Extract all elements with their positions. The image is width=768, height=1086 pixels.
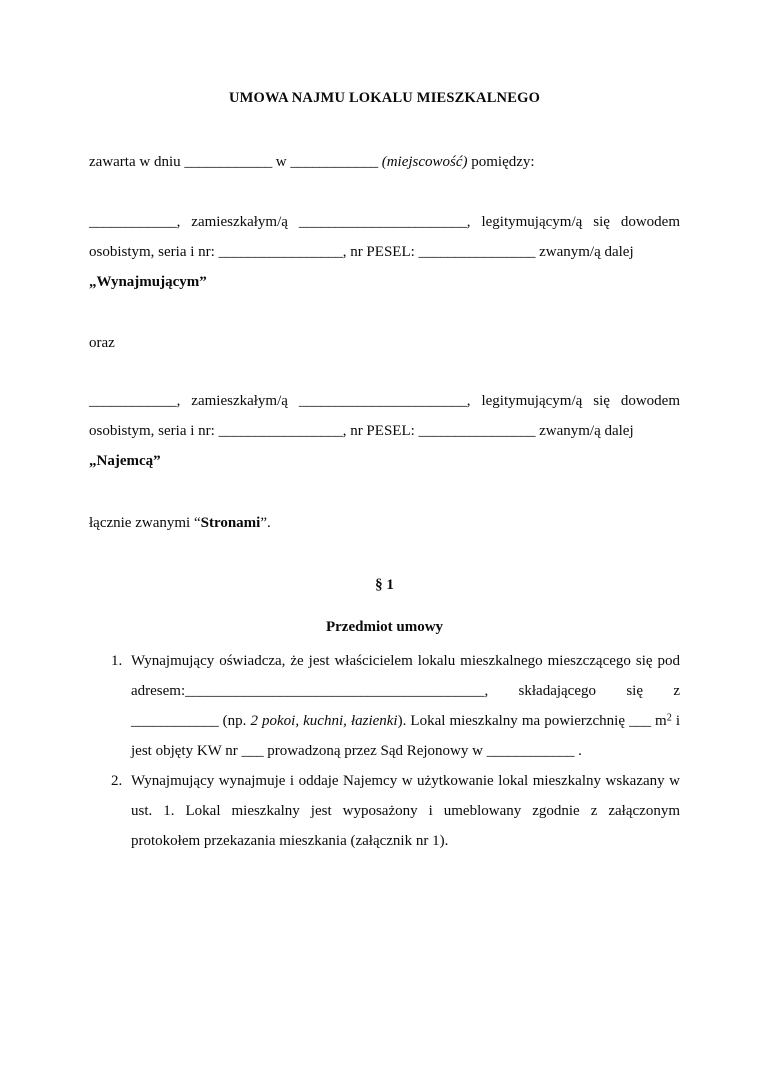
landlord-id-number-blank: _________________ (218, 244, 343, 260)
spacer (89, 476, 680, 508)
conjunction-oraz: oraz (89, 335, 115, 351)
tenant-id-number-blank: _________________ (218, 423, 343, 439)
spacer (89, 107, 680, 147)
intro-prefix: zawarta w dniu (89, 154, 185, 170)
intro-suffix: pomiędzy: (467, 154, 535, 170)
clause-1-area-blank: ___ (629, 713, 651, 729)
spacer (89, 358, 680, 386)
tenant-called-text: zwanym/ą dalej (535, 423, 634, 439)
spacer (89, 638, 680, 646)
landlord-details-paragraph (89, 207, 680, 267)
landlord-term: „Wynajmującym” (89, 274, 207, 290)
jointly-term: Stronami (200, 515, 261, 531)
landlord-pesel-blank: ________________ (418, 244, 536, 260)
clause-item (89, 646, 680, 766)
clause-item (89, 766, 680, 856)
clause-1-part-e: m (650, 713, 667, 729)
tenant-pesel-text: , nr PESEL: (342, 423, 419, 439)
landlord-pesel-text: , nr PESEL: (342, 244, 419, 260)
clause-2-text: Wynajmujący wynajmuje i oddaje Najemcy w użytkowanie lokal mieszkalny wskazany w ust. 1. Lokal mieszkalny jest wyposażony i umeblowany zgodnie z załączonym protokołem przekazania mieszkania (załącznik nr 1). (131, 773, 680, 849)
spacer (89, 538, 680, 574)
section-heading: Przedmiot umowy (325, 619, 444, 635)
intro-mid: w (272, 154, 291, 170)
landlord-residing-text: , zamieszkałym/ą (176, 214, 299, 230)
spacer (89, 177, 680, 207)
landlord-address-blank: _______________________ (298, 214, 467, 230)
clause-1-rooms-blank: ____________ (131, 713, 219, 729)
document-body (89, 0, 680, 856)
clause-1-part-h: . (574, 743, 582, 759)
tenant-id-text: , legitymującym/ą się dowodem osobistym, seria i nr: (89, 393, 680, 439)
clause-1-part-g: prowadzoną przez Sąd Rejonowy w (263, 743, 487, 759)
clause-1-part-a: Wynajmujący oświadcza, że jest właścicielem lokalu mieszkalnego mieszczącego się pod adresem: (131, 653, 680, 699)
clause-1-part-f: i jest objęty KW nr (131, 713, 681, 759)
spacer (89, 297, 680, 328)
intro-date-blank: ____________ (184, 154, 272, 170)
tenant-residing-text: , zamieszkałym/ą (176, 393, 299, 409)
tenant-name-blank: ____________ (89, 393, 177, 409)
clause-1-court-blank: ____________ (486, 743, 575, 759)
jointly-suffix: ”. (260, 515, 271, 531)
clause-1-kw-blank: ___ (241, 743, 264, 759)
landlord-called-text: zwanym/ą dalej (535, 244, 634, 260)
clause-1-superscript: 2 (666, 712, 672, 724)
clause-number: 1. (111, 653, 123, 669)
intro-paragraph (89, 147, 680, 177)
section-symbol: § 1 (375, 577, 394, 593)
tenant-address-blank: _______________________ (298, 393, 467, 409)
tenant-term: „Najemcą” (89, 453, 161, 469)
tenant-details-paragraph (89, 386, 680, 446)
landlord-name-blank: ____________ (89, 214, 177, 230)
clause-1-part-b: , składającego się z (484, 683, 680, 699)
intro-city-hint: (miejscowość) (377, 154, 468, 170)
clause-1-part-d: ). Lokal mieszkalny ma powierzchnię (397, 713, 630, 729)
clause-number: 2. (111, 773, 123, 789)
jointly-prefix: łącznie zwanymi “ (89, 515, 201, 531)
intro-city-blank: ____________ (290, 154, 378, 170)
clause-1-address-blank: _________________________________________ (185, 683, 485, 699)
clause-list (89, 646, 680, 856)
landlord-id-text: , legitymującym/ą się dowodem osobistym, seria i nr: (89, 214, 680, 260)
clause-1-part-c: (np. (218, 713, 251, 729)
spacer (89, 596, 680, 616)
tenant-pesel-blank: ________________ (418, 423, 536, 439)
jointly-called-paragraph (89, 508, 680, 538)
page-title: UMOWA NAJMU LOKALU MIESZKALNEGO (228, 90, 541, 106)
clause-1-rooms-hint: 2 pokoi, kuchni, łazienki (250, 713, 398, 729)
